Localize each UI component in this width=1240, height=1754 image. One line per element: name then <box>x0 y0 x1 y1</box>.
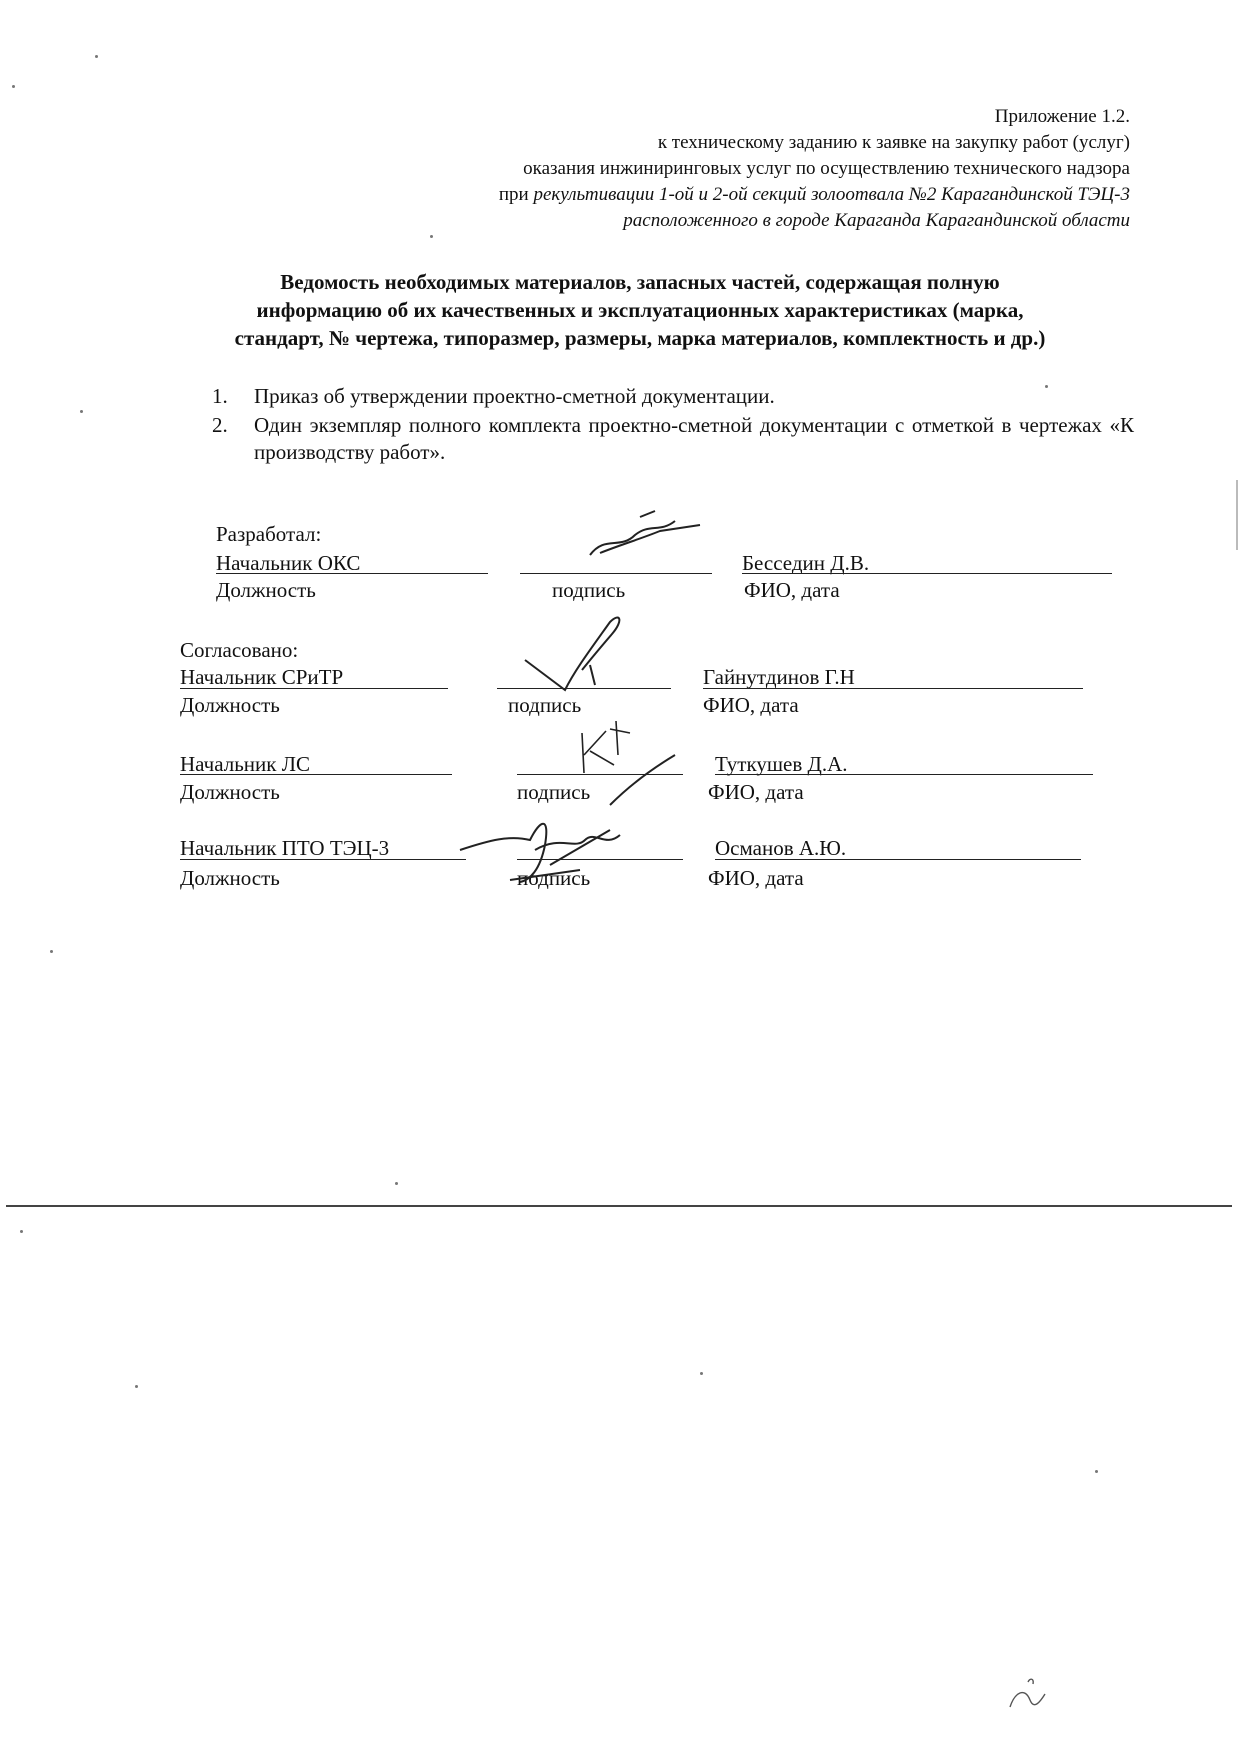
signature-caption: подпись <box>517 866 591 890</box>
developed-heading: Разработал: <box>216 522 322 546</box>
scan-speck <box>95 55 98 58</box>
signature-besedin <box>580 505 710 565</box>
position-caption: Должность <box>180 693 280 717</box>
list-item-number: 1. <box>212 384 228 408</box>
signature-caption: подпись <box>517 780 591 804</box>
initials-mark <box>1000 1672 1060 1722</box>
list-item <box>212 412 1134 466</box>
developed-name: Бесседин Д.В. <box>742 551 870 575</box>
signature-gainutdinov <box>520 610 640 700</box>
name-underline <box>715 859 1081 860</box>
appendix-number: Приложение 1.2. <box>994 106 1130 127</box>
name-caption: ФИО, дата <box>708 866 804 890</box>
agreed-name: Османов А.Ю. <box>715 836 847 860</box>
scan-speck <box>700 1372 703 1375</box>
appendix-header <box>230 104 1130 234</box>
title-line: информацию об их качественных и эксплуатационных характеристиках (марка, <box>256 298 1024 322</box>
signature-caption: подпись <box>552 578 626 602</box>
scan-speck <box>80 410 83 413</box>
appendix-location: расположенного в городе Караганда Карагандинской области <box>623 210 1130 231</box>
list-item-text: Приказ об утверждении проектно-сметной документации. <box>254 384 775 408</box>
scan-speck <box>50 950 53 953</box>
list-item-number: 2. <box>212 413 228 437</box>
name-underline <box>715 774 1093 775</box>
agreed-name: Гайнутдинов Г.Н <box>703 665 855 689</box>
position-caption: Должность <box>216 578 316 602</box>
position-underline <box>216 573 488 574</box>
name-caption: ФИО, дата <box>708 780 804 804</box>
name-underline <box>742 573 1112 574</box>
appendix-reference: к техническому заданию к заявке на закупку работ (услуг) <box>657 132 1130 153</box>
position-underline <box>180 688 448 689</box>
position-caption: Должность <box>180 780 280 804</box>
scan-speck <box>1045 385 1048 388</box>
name-underline <box>703 688 1083 689</box>
agreed-position: Начальник СРиТР <box>180 665 344 689</box>
position-underline <box>180 859 466 860</box>
scan-speck <box>430 235 433 238</box>
position-underline <box>180 774 452 775</box>
scan-speck <box>1095 1470 1098 1473</box>
title-line: Ведомость необходимых материалов, запасных частей, содержащая полную <box>280 270 1000 294</box>
developed-position: Начальник ОКС <box>216 551 361 575</box>
signature-underline <box>520 573 712 574</box>
document-title <box>160 268 1120 352</box>
document-list <box>212 383 1134 468</box>
name-caption: ФИО, дата <box>744 578 840 602</box>
appendix-object: при рекультивации 1-ой и 2-ой секций золоотвала №2 Карагандинской ТЭЦ-3 <box>498 184 1130 205</box>
scan-speck <box>395 1182 398 1185</box>
agreed-name: Туткушев Д.А. <box>715 752 848 776</box>
signature-osmanov <box>450 810 650 890</box>
signature-tutkushev <box>570 715 680 825</box>
position-caption: Должность <box>180 866 280 890</box>
list-item-text: Один экземпляр полного комплекта проектно-сметной документации с отметкой в чертежах «К производству работ». <box>254 413 1134 464</box>
agreed-position: Начальник ПТО ТЭЦ-3 <box>180 836 390 860</box>
agreed-heading: Согласовано: <box>180 638 299 662</box>
page-divider <box>6 1205 1232 1207</box>
signature-caption: подпись <box>508 693 582 717</box>
scan-edge <box>1236 480 1238 550</box>
scan-speck <box>135 1385 138 1388</box>
scan-speck <box>20 1230 23 1233</box>
name-caption: ФИО, дата <box>703 693 799 717</box>
list-item <box>212 383 1134 410</box>
scan-speck <box>12 85 15 88</box>
title-line: стандарт, № чертежа, типоразмер, размеры, марка материалов, комплектность и др.) <box>234 326 1046 350</box>
agreed-position: Начальник ЛС <box>180 752 310 776</box>
appendix-service: оказания инжиниринговых услуг по осуществлению технического надзора <box>523 158 1130 179</box>
